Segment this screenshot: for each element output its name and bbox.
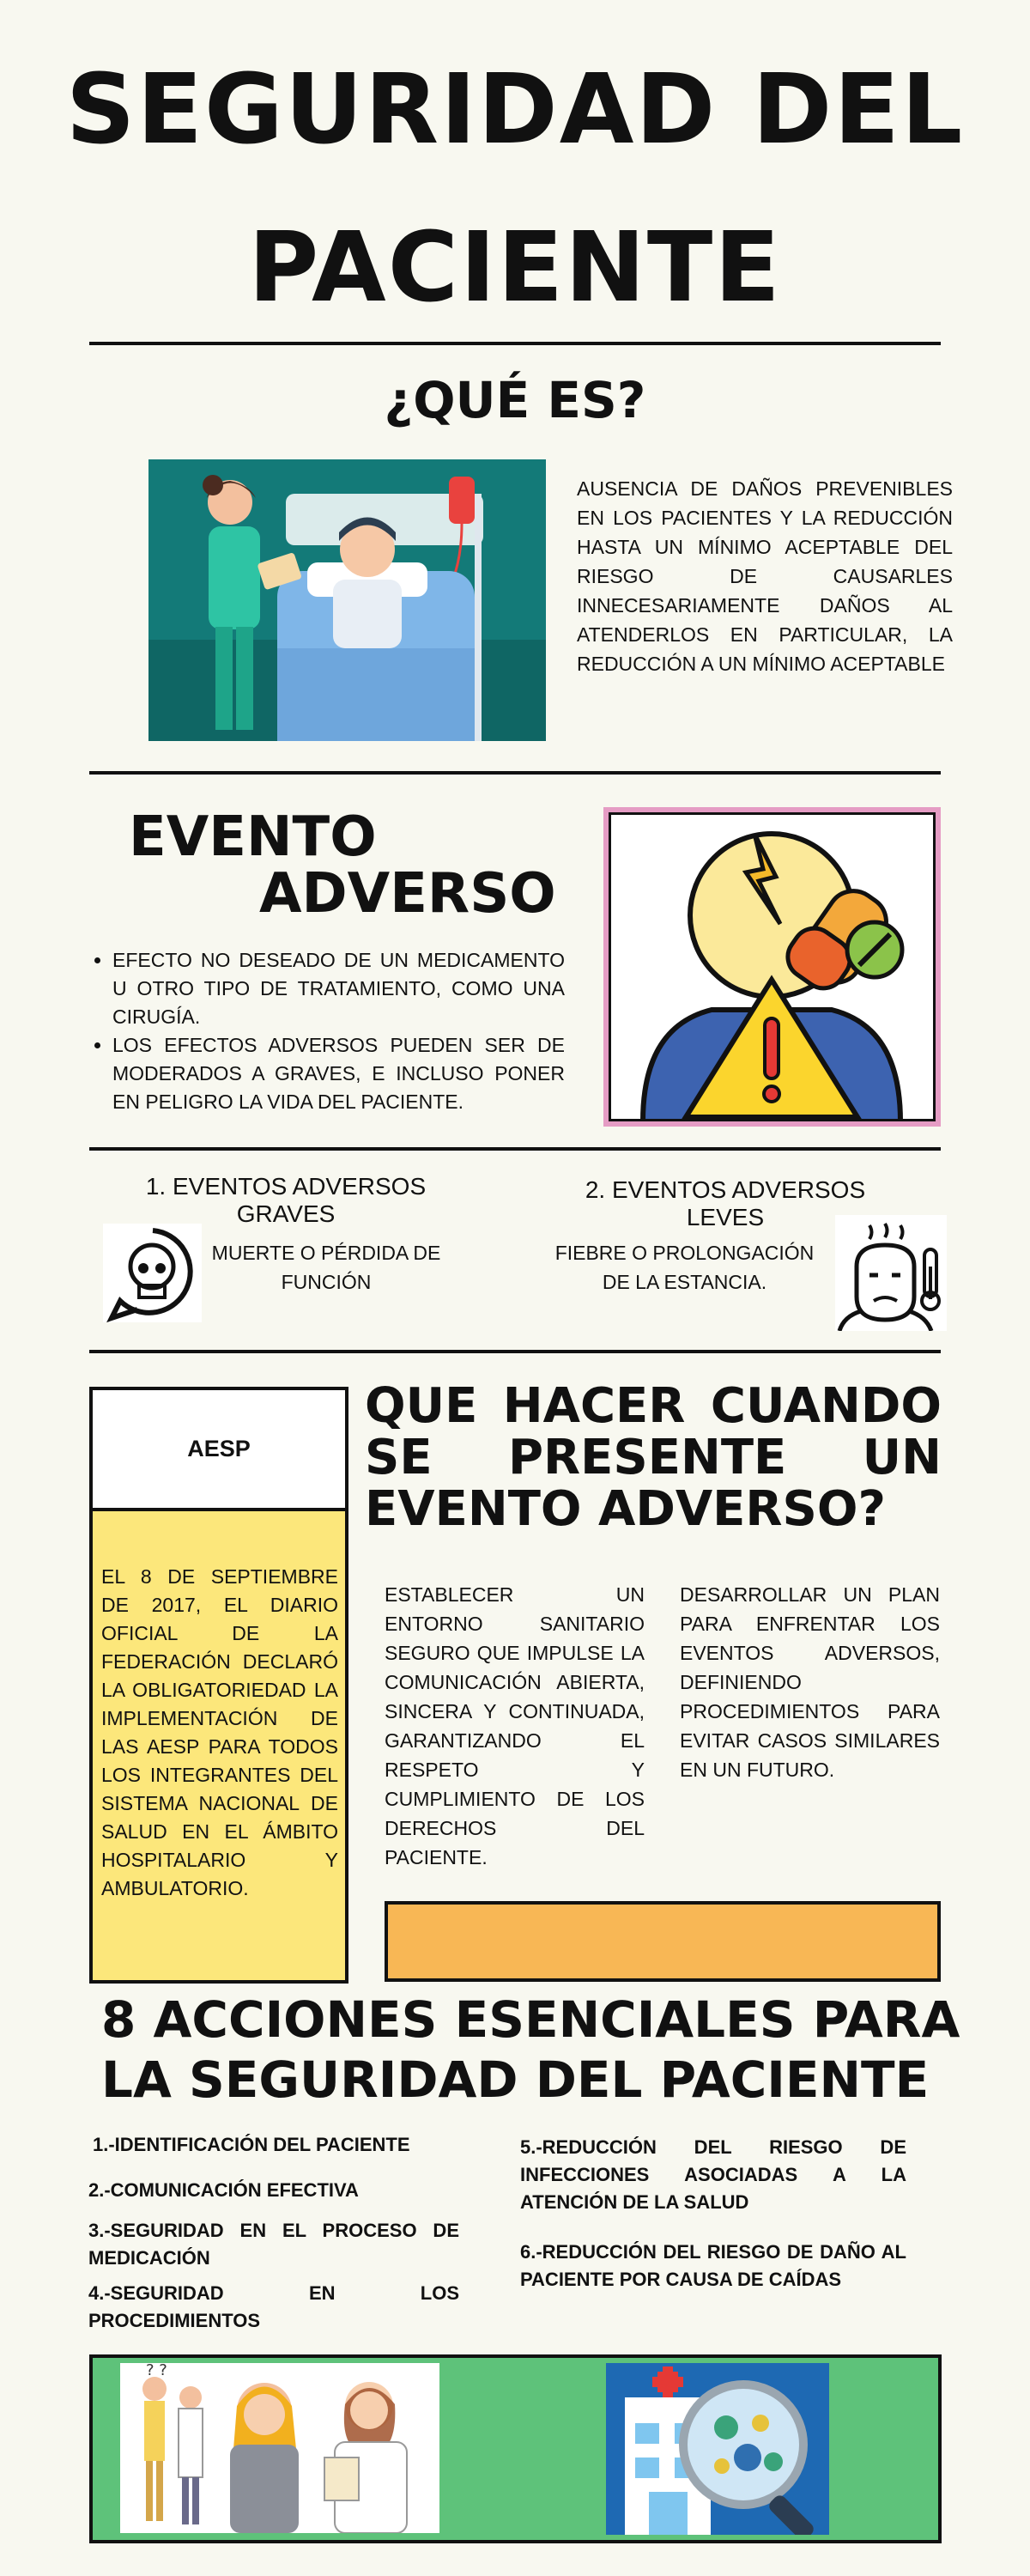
evento-heading-line1: EVENTO [129,805,377,869]
que-hacer-col2: DESARROLLAR UN PLAN PARA ENFRENTAR LOS EVENTOS ADVERSOS, DEFINIENDO PROCEDIMIENTOS PARA EVITAR CASOS SIMILARES EN UN FUTURO. [680,1583,940,1781]
orange-banner [385,1901,941,1982]
evento-heading-line2: ADVERSO [259,862,556,926]
accion-item: 3.-SEGURIDAD EN EL PROCESO DE MEDICACIÓN [88,2220,459,2269]
evento-bullets [88,946,565,1116]
leve-text: FIEBRE O PROLONGACIÓN DE LA ESTANCIA. [554,1242,815,1293]
evento-bullet: • EFECTO NO DESEADO DE UN MEDICAMENTO U OTRO TIPO DE TRATAMIENTO, COMO UNA CIRUGÍA. [112,946,565,1031]
skull-speech-icon [103,1224,202,1322]
acciones-heading-line2: LA SEGURIDAD DEL PACIENTE [101,2050,930,2109]
evento-bullet: • LOS EFECTOS ADVERSOS PUEDEN SER DE MODERADOS A GRAVES, E INCLUSO PONER EN PELIGRO LA VIDA DEL PACIENTE. [112,1031,565,1116]
que-es-text: AUSENCIA DE DAÑOS PREVENIBLES EN LOS PACIENTES Y LA REDUCCIÓN HASTA UN MÍNIMO ACEPTABLE DEL RIESGO DE CAUSARLES INNECESARIAMENTE DAÑOS AL ATENDERLOS EN PARTICULAR, LA REDUCCIÓN A UN MÍNIMO ACEPTABLE [577,477,953,675]
accion-item: 2.-COMUNICACIÓN EFECTIVA [88,2179,359,2201]
hospital-bacteria-illustration [606,2363,829,2535]
leve-title: 2. EVENTOS ADVERSOS LEVES [585,1176,866,1230]
page-title-line1: SEGURIDAD DEL [65,54,965,166]
accion-item: 5.-REDUCCIÓN DEL RIESGO DE INFECCIONES ASOCIADAS A LA ATENCIÓN DE LA SALUD [520,2136,906,2213]
accion-item: 1.-IDENTIFICACIÓN DEL PACIENTE [93,2134,410,2155]
grave-title: 1. EVENTOS ADVERSOS GRAVES [145,1173,427,1227]
que-es-heading: ¿QUÉ ES? [384,371,646,429]
divider [89,1350,941,1353]
divider [89,1147,941,1151]
divider [89,771,941,775]
aesp-label-box: AESP [89,1387,348,1511]
que-hacer-col1: ESTABLECER UN ENTORNO SANITARIO SEGURO QUE IMPULSE LA COMUNICACIÓN ABIERTA, SINCERA Y CONTINUADA, GARANTIZANDO EL RESPETO Y CUMPLIMIENTO DE LOS DERECHOS DEL PACIENTE. [385,1583,645,1868]
aesp-text: EL 8 DE SEPTIEMBRE DE 2017, EL DIARIO OFICIAL DE LA FEDERACIÓN DECLARÓ LA OBLIGATORIEDAD LA IMPLEMENTACIÓN DE LAS AESP PARA TODOS LOS INTEGRANTES DEL SISTEMA NACIONAL DE SALUD EN EL ÁMBITO HOSPITALARIO Y AMBULATORIO. [101,1565,338,1899]
aesp-text-box [89,1508,348,1984]
acciones-heading-line1: 8 ACCIONES ESENCIALES PARA [101,1990,960,2049]
svg-text:? ?: ? ? [146,2363,167,2379]
que-hacer-heading: QUE HACER CUANDO SE PRESENTE UN EVENTO ADVERSO? [365,1378,942,1537]
grave-text: MUERTE O PÉRDIDA DE FUNCIÓN [211,1242,441,1293]
adverse-event-illustration [603,807,941,1127]
accion-item: 4.-SEGURIDAD EN LOS PROCEDIMIENTOS [88,2282,459,2331]
nurse-patient-illustration [148,459,546,741]
medical-staff-illustration [120,2363,439,2533]
accion-item: 6.-REDUCCIÓN DEL RIESGO DE DAÑO AL PACIENTE POR CAUSA DE CAÍDAS [520,2241,906,2290]
divider [89,342,941,345]
fever-face-icon [835,1215,947,1331]
page-title-line2: PACIENTE [248,212,782,324]
